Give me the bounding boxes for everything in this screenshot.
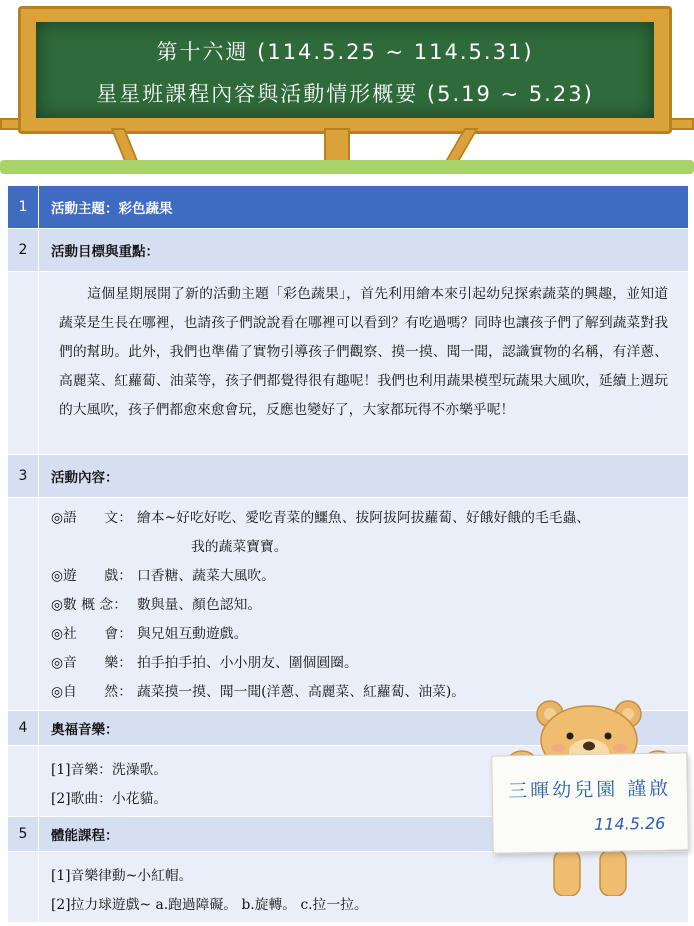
section-heading: 活動目標與重點： (51, 244, 159, 260)
section-heading: 奧福音樂： (51, 722, 119, 738)
row-number-empty (8, 498, 39, 710)
list-item: [1]音樂律動~小紅帽。 (51, 868, 193, 884)
item-text: 蔬菜摸一摸、聞一聞(洋蔥、高麗菜、紅蘿蔔、油菜)。 (137, 684, 466, 700)
sign-date: 114.5.26 (593, 813, 666, 834)
item-category: ◎數 概 念： (51, 597, 127, 613)
grass-strip (0, 160, 694, 174)
list-item: [1]音樂：洗澡歌。 (51, 762, 168, 778)
content-cell (39, 498, 688, 710)
bear-holding-sign-icon (492, 700, 688, 896)
list-item-continuation: 我的蔬菜寶寶。 (191, 539, 288, 555)
pe-list (51, 852, 368, 926)
row-number: 1 (8, 186, 39, 228)
list-item (51, 562, 590, 591)
list-item (51, 591, 590, 620)
chalkboard-header (0, 0, 694, 175)
greeting-sign (491, 752, 689, 853)
week-title: 第十六週 (114.5.25 ~ 114.5.31) (156, 40, 534, 64)
goals-text: 這個星期展開了新的活動主題「彩色蔬果」，首先利用繪本來引起幼兒探索蔬菜的興趣，並知道蔬菜是生長在哪裡，也請孩子們說說看在哪裡可以看到？有吃過嗎？同時也讓孩子們了解到蔬菜對我們的幫助。此外，我們也準備了實物引導孩子們觀察、摸一摸、聞一聞，認識實物的名稱，有洋蔥、高麗菜、紅蘿蔔、油菜等，孩子們都覺得很有趣呢！我們也利用蔬果模型玩蔬果大風吹，延續上週玩的大風吹，孩子們都愈來愈會玩，反應也變好了，大家都玩得不亦樂乎呢！ (59, 286, 668, 418)
item-text: 數與量、顏色認知。 (137, 597, 262, 613)
row-number-empty (8, 852, 39, 922)
table-row (8, 229, 688, 272)
orff-list (51, 746, 167, 820)
item-category: ◎社 會： (51, 626, 133, 642)
list-item: [2]拉力球遊戲~ a.跑過障礙。 b.旋轉。 c.拉一拉。 (51, 897, 368, 913)
section-heading: 體能課程： (51, 828, 119, 844)
list-item: [2]歌曲：小花貓。 (51, 791, 168, 807)
item-category: ◎遊 戲： (51, 568, 133, 584)
row-number: 4 (8, 711, 39, 745)
item-category: ◎音 樂： (51, 655, 133, 671)
list-item (51, 504, 590, 533)
item-category: ◎語 文： (51, 510, 133, 526)
goals-paragraph (51, 272, 676, 435)
row-number: 5 (8, 817, 39, 851)
section-heading: 活動內容： (51, 470, 119, 486)
table-row (8, 498, 688, 711)
item-text: 與兄姐互動遊戲。 (137, 626, 248, 642)
item-text: 口香糖、蔬菜大風吹。 (137, 568, 275, 584)
item-text: 繪本~好吃好吃、愛吃青菜的鱷魚、拔阿拔阿拔蘿蔔、好餓好餓的毛毛蟲、 (137, 510, 591, 526)
table-row (8, 186, 688, 229)
row-number: 2 (8, 229, 39, 271)
item-text: 拍手拍手拍、小小朋友、圍個圓圈。 (137, 655, 358, 671)
list-item (51, 649, 590, 678)
item-category: ◎自 然： (51, 684, 133, 700)
table-row (8, 272, 688, 455)
row-number-empty (8, 272, 39, 454)
row-number-empty (8, 746, 39, 816)
row-number: 3 (8, 455, 39, 497)
chalkboard (36, 22, 654, 118)
board-leg-center (324, 128, 350, 164)
list-item (51, 620, 590, 649)
class-summary-title: 星星班課程內容與活動情形概要 (5.19 ~ 5.23) (96, 82, 594, 106)
table-row (8, 455, 688, 498)
content-list (51, 498, 598, 715)
activity-theme: 活動主題：彩色蔬果 (51, 201, 173, 217)
school-signature: 三暉幼兒園 謹啟 (508, 777, 672, 803)
goals-cell (39, 272, 688, 454)
